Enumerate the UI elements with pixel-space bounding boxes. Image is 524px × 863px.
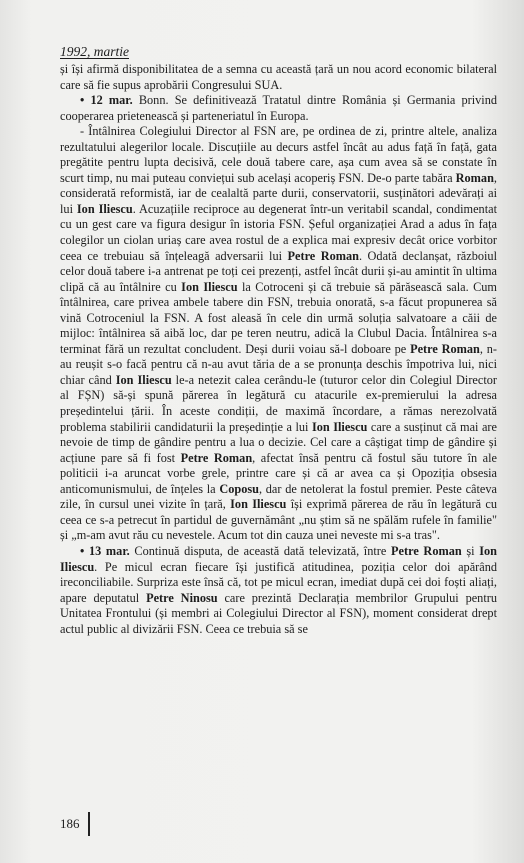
bold-text: Ion Iliescu: [181, 279, 238, 294]
bold-text: Petre Roman: [287, 248, 359, 263]
bold-text: Ion Iliescu: [115, 372, 172, 387]
text-run: le-a netezit calea cerându-le (tuturor celor din Colegiul Director al FȘN) să-și spună părerea în legătură cu atacurile ex-premierului la adresa președintelui țării. În aceste condiții, de maximă încordare, a rămas nerezolvată problema stabilirii candidaturii la președinție a lui: [60, 372, 497, 434]
page-number: 186: [60, 816, 80, 831]
text-run: , considerată reformistă, iar de cealaltă parte durii, conservatorii, susținători adevărați ai lui: [60, 170, 497, 216]
bold-text: Petre Ninosu: [146, 590, 218, 605]
body-text: [60, 62, 497, 637]
bold-text: Roman: [455, 170, 494, 185]
text-run: își exprimă părerea de rău în legătură cu ceea ce s-a petrecut în partidul de guvernământ „nu știm să ne spălăm rufele în familie" și „m-am avut rău cu nevestele. Acum tot din cauza unei neveste mi s-a tras".: [60, 497, 497, 543]
text-run: , afectat însă pentru că fostul său tutore în ale politicii i-a aruncat vorbe grele, printre care și că ar avea ca și Opoziția obsesia anticomunismului, de înțeles la: [60, 450, 498, 496]
bold-text: • 13 mar.: [80, 543, 130, 558]
text-run: care prezintă Declarația membrilor Grupului pentru Unitatea Frontului (și membri ai Colegiului Director al FSN), moment considerat drept actul public al divizării FSN. Ceea ce trebuia să se: [60, 590, 497, 636]
text-run: care a susținut că mai are nevoie de timp de gândire pentru a lua o decizie. Cel care a câștigat timp de gândire și acțiune pare să fi fost: [60, 419, 497, 465]
paragraph: [60, 124, 497, 544]
bold-text: Ion Iliescu: [76, 201, 133, 216]
paragraph: [60, 544, 497, 637]
text-run: , dar de netolerat la fostul premier. Peste câteva zile, în cursul unei vizite în țară,: [60, 481, 497, 512]
bold-text: Ion Iliescu: [230, 497, 287, 512]
text-run: , n-au reușit s-o facă pentru că n-au avut tăria de a se pronunța deschis împotriva lui, nici chiar când: [60, 341, 497, 387]
bold-text: Ion Iliescu: [60, 543, 498, 574]
text-run: Bonn. Se definitivează Tratatul dintre România și Germania privind cooperarea prietenească și parteneriatul în Europa.: [60, 93, 498, 123]
text-run: . Pe micul ecran fiecare își justifică atitudinea, poziția celor doi apărând ireconciliabile. Surpriza este însă că, tot pe micul ecran, imediat după cei doi foști aliați, apare deputatul: [60, 559, 497, 605]
bold-text: • 12 mar.: [80, 93, 133, 108]
bold-text: Petre Roman: [410, 341, 480, 356]
running-header: 1992, martie: [60, 44, 129, 59]
bold-text: Petre Roman: [180, 450, 253, 465]
bold-text: Ion Iliescu: [311, 419, 368, 434]
text-run: și: [461, 543, 480, 558]
bold-text: Coposu: [219, 481, 259, 496]
page-number-rule: [88, 812, 90, 836]
text-run: Continuă disputa, de această dată televizată, între: [129, 543, 392, 558]
text-run: . Acuzațiile reciproce au degenerat într-un veritabil scandal, condimentat cu un gest care va figura desigur în istoria FSN. Șeful organizației Arad a adus în fața colegilor un ciolan uriaș care avea rostul de a explica mai expresiv decât orice vorbitor ceea ce trebuiau să înțeleagă adversarii lui: [60, 201, 497, 263]
text-run: - Întâlnirea Colegiului Director al FSN are, pe ordinea de zi, printre altele, analiza rezultatului alegerilor locale. Discuțiile au decurs astfel încât au adus față în față, gata pregătite pentru lupta decisivă, cele două tabere care, așa cum avea să se constate în scurt timp, nu mai puteau conviețui sub același acoperiș FSN. De-o parte tabăra: [60, 124, 497, 185]
paragraph: [60, 93, 497, 124]
text-run: și își afirmă disponibilitatea de a semna cu această țară un nou acord economic bilateral care să fie supus aprobării Congresului SUA.: [60, 62, 497, 92]
paragraph: [60, 62, 497, 93]
text-run: . Odată declanșat, războiul celor două tabere i-a antrenat pe toți cei prezenți, astfel încât durii și-au amintit în ultima clipă că au întâlnire cu: [60, 248, 497, 294]
bold-text: Petre Roman: [391, 543, 462, 558]
text-run: la Cotroceni și că trebuie să părăsească sala. Cum întâlnirea, care privea ambele tabere din FSN, trebuia onorată, s-a făcut propunerea să vină Cotroceniul la FSN. A fost aleasă în cele din urmă soluția salvatoare a căii de mijloc: întâlnirea să aibă loc, dar pe teren neutru, adică la Clubul Dacia. Întâlnirea s-a terminat fără un rezultat concludent. Deși durii voiau să-l doboare pe: [60, 279, 497, 356]
